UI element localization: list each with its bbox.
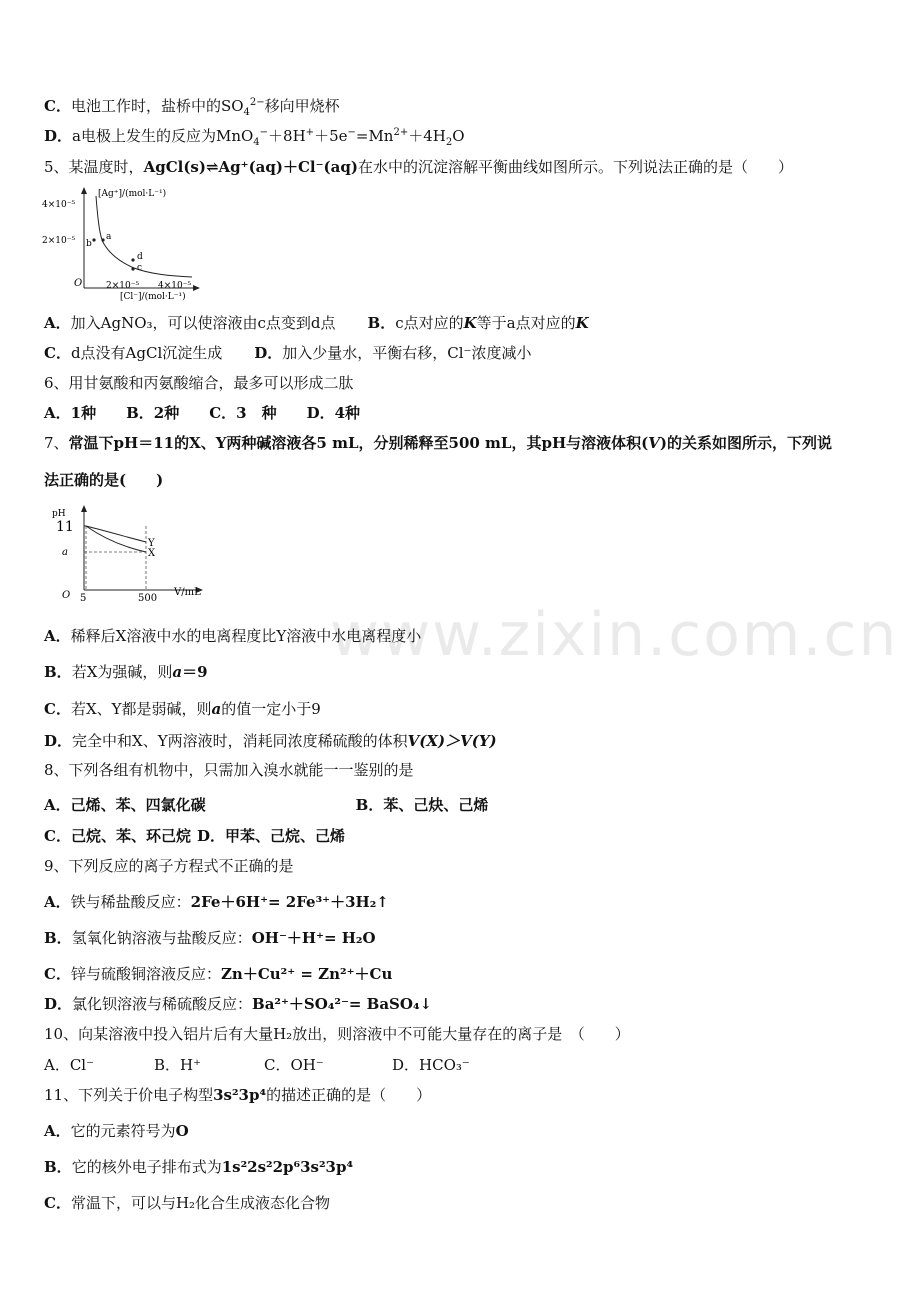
option-b: B．苯、己炔、己烯 xyxy=(355,796,489,814)
x-tick-5: 5 xyxy=(80,593,87,604)
option-a-text: 加入AgNO₃，可以使溶液由c点变到d点 xyxy=(70,314,336,332)
option-label: A． xyxy=(44,1122,71,1140)
q7-option-b xyxy=(44,662,208,682)
option-label: B． xyxy=(44,1158,72,1176)
option-label: D． xyxy=(44,995,73,1013)
curve-x-label: X xyxy=(148,548,156,559)
q9-option-a xyxy=(44,892,389,912)
option-b: B．2种 xyxy=(126,404,180,422)
question-7-stem-line1 xyxy=(44,433,832,453)
eq-part: O xyxy=(452,127,465,145)
option-d: D．4种 xyxy=(306,404,361,422)
option-a: A．Cl⁻ xyxy=(44,1056,95,1074)
option-var: a xyxy=(172,663,183,681)
option-text: 稀释后X溶液中水的电离程度比Y溶液中水电离程度小 xyxy=(70,627,422,645)
q6-options xyxy=(44,403,360,423)
point-a-label: a xyxy=(106,232,112,242)
superscript: − xyxy=(347,127,356,138)
eq-part: ＋8H xyxy=(268,127,306,145)
y-tick-a: a xyxy=(62,547,68,558)
eq-part: ＋4H xyxy=(408,127,446,145)
q10-options xyxy=(44,1055,470,1075)
subscript: 4 xyxy=(243,107,250,118)
option-b-text: 等于a点对应的 xyxy=(476,314,576,332)
option-label: A． xyxy=(44,627,71,645)
option-label: B． xyxy=(44,929,72,947)
point-c xyxy=(131,267,134,270)
option-d: D．HCO₃⁻ xyxy=(392,1056,470,1074)
option-b-label: B． xyxy=(367,314,396,332)
option-text: 锌与硫酸铜溶液反应： xyxy=(70,965,221,983)
equilibrium-equation: AgCl(s)⇌Ag⁺(aq)＋Cl⁻(aq) xyxy=(143,158,358,176)
eq-part: =Mn xyxy=(355,127,394,145)
option-text: 电池工作时，盐桥中的SO xyxy=(70,97,244,115)
option-d-label: D． xyxy=(254,344,283,362)
option-c: C．OH⁻ xyxy=(264,1056,324,1074)
question-11-stem xyxy=(44,1085,431,1105)
question-9-stem xyxy=(44,856,294,876)
curve-y-label: Y xyxy=(148,538,155,549)
option-text: 铁与稀盐酸反应： xyxy=(70,893,191,911)
option-text: 完全中和X、Y两溶液时，消耗同浓度稀硫酸的体积 xyxy=(72,732,408,750)
question-6-stem xyxy=(44,373,354,393)
option-b-var: K xyxy=(575,314,589,332)
q4-option-d xyxy=(44,126,465,146)
origin-label: O xyxy=(62,590,71,601)
option-text: 的值一定小于9 xyxy=(221,700,321,718)
y-tick-11: 11 xyxy=(56,519,74,535)
option-text: ＝9 xyxy=(182,663,208,681)
subscript: 2 xyxy=(445,137,453,148)
stem-text: 向某溶液中投入铝片后有大量H₂放出，则溶液中不可能大量存在的离子是 （ ） xyxy=(78,1025,630,1043)
x-tick-500: 500 xyxy=(138,593,158,604)
option-c-label: C． xyxy=(44,344,71,362)
option-label: A． xyxy=(44,893,71,911)
option-b-text: c点对应的 xyxy=(395,314,464,332)
q9-option-b xyxy=(44,928,376,948)
x-axis-label: V/mL xyxy=(174,587,201,598)
option-d-text: 加入少量水，平衡右移，Cl⁻浓度减小 xyxy=(282,344,532,362)
watermark: www.zixin.com.cn xyxy=(330,600,899,670)
option-equation: Zn＋Cu²⁺ = Zn²⁺＋Cu xyxy=(220,965,393,983)
superscript: − xyxy=(259,127,269,138)
option-label: C． xyxy=(44,1194,71,1212)
origin-label: O xyxy=(74,278,83,289)
curve-x xyxy=(86,526,146,552)
question-number: 10、 xyxy=(44,1025,79,1043)
option-label: C． xyxy=(44,965,71,983)
x-tick-1: 2×10⁻⁵ xyxy=(106,281,140,291)
question-number: 11、 xyxy=(44,1086,79,1104)
stem-text: 某温度时， xyxy=(68,158,144,176)
option-expr: V(X)＞V(Y) xyxy=(407,732,497,750)
q5-solubility-graph xyxy=(40,182,210,304)
option-equation: OH⁻＋H⁺= H₂O xyxy=(251,929,376,947)
stem-var: V xyxy=(648,434,660,452)
stem-text: 用甘氨酸和丙氨酸缩合，最多可以形成二肽 xyxy=(68,374,354,392)
option-text: 氢氧化钠溶液与盐酸反应： xyxy=(71,929,252,947)
option-equation: 2Fe＋6H⁺= 2Fe³⁺＋3H₂↑ xyxy=(190,893,389,911)
option-a: A．1种 xyxy=(44,404,97,422)
q11-option-c xyxy=(44,1193,330,1213)
option-label: D． xyxy=(44,732,73,750)
option-text-rest: 移向甲烧杯 xyxy=(264,97,340,115)
option-text: 常温下，可以与H₂化合生成液态化合物 xyxy=(70,1194,331,1212)
option-text: 它的元素符号为 xyxy=(70,1122,176,1140)
option-d: D．甲苯、己烷、己烯 xyxy=(196,827,345,845)
question-number: 6、 xyxy=(44,374,69,392)
x-axis-label: [Cl⁻]/(mol·L⁻¹) xyxy=(120,292,186,302)
option-c: C．3 种 xyxy=(209,404,277,422)
question-number: 8、 xyxy=(44,761,69,779)
y-axis-label: pH xyxy=(52,509,66,519)
option-text: a电极上发生的反应为MnO xyxy=(72,127,254,145)
option-c: C．己烷、苯、环己烷 xyxy=(44,827,191,845)
q9-option-c xyxy=(44,964,392,984)
q9-option-d xyxy=(44,994,432,1014)
q4-option-c xyxy=(44,96,340,116)
stem-text: 在水中的沉淀溶解平衡曲线如图所示。下列说法正确的是（ ） xyxy=(357,158,793,176)
point-d-label: d xyxy=(137,252,143,262)
stem-text: 下列反应的离子方程式不正确的是 xyxy=(68,857,294,875)
stem-text: 常温下pH＝11的X、Y两种碱溶液各5 mL，分别稀释至500 mL，其pH与溶液体积( xyxy=(68,434,649,452)
stem-text: 下列各组有机物中，只需加入溴水就能一一鉴别的是 xyxy=(68,761,414,779)
option-text: 若X、Y都是弱碱，则 xyxy=(70,700,212,718)
eq-part: ＋5e xyxy=(314,127,348,145)
option-label: B． xyxy=(44,663,72,681)
q7-option-c xyxy=(44,699,321,719)
question-10-stem xyxy=(44,1024,630,1044)
subscript: 4 xyxy=(253,137,260,148)
q11-option-a xyxy=(44,1121,189,1141)
option-a: A．己烯、苯、四氯化碳 xyxy=(44,796,206,814)
electron-config: 1s²2s²2p⁶3s²3p⁴ xyxy=(221,1158,354,1176)
superscript: 2− xyxy=(249,97,265,108)
option-var: a xyxy=(211,700,222,718)
point-a xyxy=(101,238,104,241)
question-5-stem xyxy=(44,157,793,177)
option-b: B．H⁺ xyxy=(154,1056,202,1074)
superscript: + xyxy=(305,127,315,138)
y-tick-top: 4×10⁻⁵ xyxy=(42,200,76,210)
question-number: 9、 xyxy=(44,857,69,875)
point-c-label: c xyxy=(137,263,143,273)
electron-config: 3s²3p⁴ xyxy=(213,1086,267,1104)
stem-text: 下列关于价电子构型 xyxy=(78,1086,214,1104)
option-label: D． xyxy=(44,127,73,145)
stem-text: )的关系如图所示，下列说 xyxy=(659,434,832,452)
q7-ph-graph xyxy=(50,502,220,604)
q8-options-cd xyxy=(44,826,345,846)
option-text: 氯化钡溶液与稀硫酸反应： xyxy=(72,995,253,1013)
option-equation: Ba²⁺＋SO₄²⁻= BaSO₄↓ xyxy=(252,995,433,1013)
q8-options-ab xyxy=(44,795,488,815)
point-b-label: b xyxy=(86,239,92,249)
question-number: 5、 xyxy=(44,158,69,176)
q7-option-d xyxy=(44,731,497,751)
option-label: C． xyxy=(44,97,71,115)
q5-options-ab xyxy=(44,313,589,333)
curve-y xyxy=(86,526,146,542)
point-b xyxy=(92,238,95,241)
question-7-stem-line2 xyxy=(44,470,163,490)
q5-options-cd xyxy=(44,343,531,363)
option-label: C． xyxy=(44,700,71,718)
x-tick-2: 4×10⁻⁵ xyxy=(158,281,192,291)
element-symbol: O xyxy=(175,1122,189,1140)
question-number: 7、 xyxy=(44,434,69,452)
stem-text: 法正确的是( ) xyxy=(44,471,164,489)
point-d xyxy=(131,258,134,261)
option-b-var: K xyxy=(463,314,477,332)
question-8-stem xyxy=(44,760,414,780)
option-text: 若X为强碱，则 xyxy=(71,663,173,681)
q11-option-b xyxy=(44,1157,353,1177)
superscript: 2+ xyxy=(393,127,409,138)
y-axis-label: [Ag⁺]/(mol·L⁻¹) xyxy=(98,189,167,199)
stem-text: 的描述正确的是（ ） xyxy=(266,1086,432,1104)
option-text: 它的核外电子排布式为 xyxy=(71,1158,222,1176)
option-a-label: A． xyxy=(44,314,71,332)
option-c-text: d点没有AgCl沉淀生成 xyxy=(70,344,223,362)
y-tick-mid: 2×10⁻⁵ xyxy=(42,236,76,246)
